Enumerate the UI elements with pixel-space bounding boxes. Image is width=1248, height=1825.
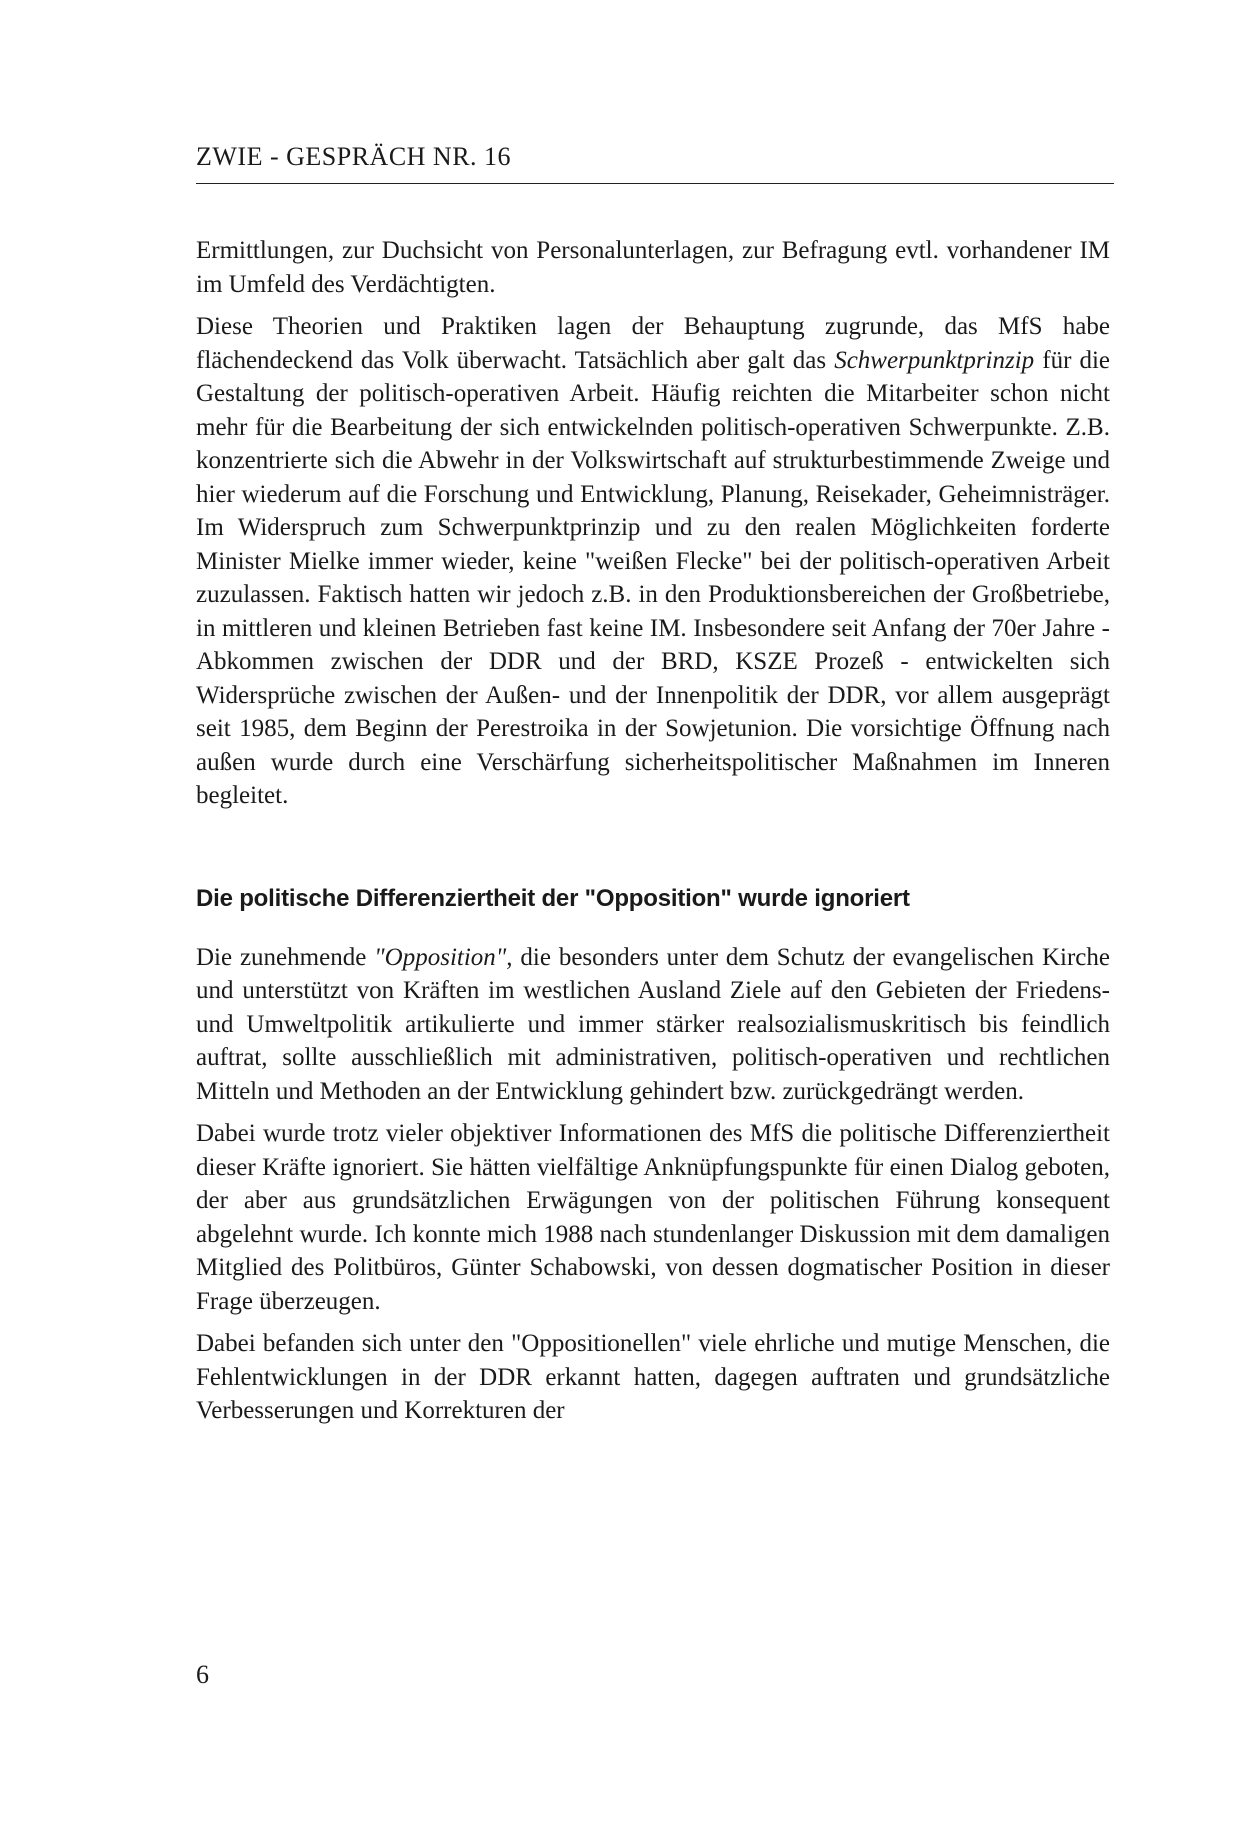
paragraph [196,234,1110,301]
paragraph-text: Dabei befanden sich unter den "Oppositionellen" viele ehrliche und mutige Menschen, die Fehlentwicklungen in der DDR erkannt hatten, dagegen auftraten und grundsätzliche Verbesserungen und Korrekturen der [196,1330,1110,1424]
page-number: 6 [196,1660,209,1689]
emphasized-term: "Opposition", [374,943,513,971]
paragraph [196,310,1110,813]
paragraph [196,941,1110,1109]
paragraph-text: Diese Theorien und Praktiken lagen der Behauptung zugrunde, das MfS habe flächendeckend das Volk überwacht. Tatsächlich aber galt das [196,313,1110,374]
emphasized-term: Schwerpunktprinzip [834,346,1035,374]
paragraph [196,1117,1110,1318]
paragraph [196,1327,1110,1428]
section-heading: Die politische Differenziertheit der "Opposition" wurde ignoriert [196,884,910,912]
running-header: ZWIE - GESPRÄCH NR. 16 [196,142,512,171]
paragraph-text: Ermittlungen, zur Duchsicht von Personalunterlagen, zur Befragung evtl. vorhandener IM im Umfeld des Verdächtigten. [196,237,1110,298]
paragraph-text: Die zunehmende [196,943,375,971]
page-body [196,234,1110,1428]
header-rule [196,183,1114,184]
paragraph-text: für die Gestaltung der politisch-operativen Arbeit. Häufig reichten die Mitarbeiter schon nicht mehr für die Bearbeitung der sich entwickelnden politisch-operativen Schwerpunkte. Z.B. konzentrierte sich die Abwehr in der Volkswirtschaft auf strukturbestimmende Zweige und hier wiederum auf die Forschung und Entwicklung, Planung, Reisekader, Geheimnisträger. Im Widerspruch zum Schwerpunktprinzip und zu den realen Möglichkeiten forderte Minister Mielke immer wieder, keine "weißen Flecke" bei der politisch-operativen Arbeit zuzulassen. Faktisch hatten wir jedoch z.B. in den Produktionsbereichen der Großbetriebe, in mittleren und kleinen Betrieben fast keine IM. Insbesondere seit Anfang der 70er Jahre - Abkommen zwischen der DDR und der BRD, KSZE Prozeß - entwickelten sich Widersprüche zwischen der Außen- und der Innenpolitik der DDR, vor allem ausgeprägt seit 1985, dem Beginn der Perestroika in der Sowjetunion. Die vorsichtige Öffnung nach außen wurde durch eine Verschärfung sicherheitspolitischer Maßnahmen im Inneren begleitet. [196,346,1110,809]
paragraph-text: Dabei wurde trotz vieler objektiver Informationen des MfS die politische Differenziertheit dieser Kräfte ignoriert. Sie hätten vielfältige Anknüpfungspunkte für einen Dialog geboten, der aber aus grundsätzlichen Erwägungen von der politischen Führung konsequent abgelehnt wurde. Ich konnte mich 1988 nach stundenlanger Diskussion mit dem damaligen Mitglied des Politbüros, Günter Schabowski, von dessen dogmatischer Position in dieser Frage überzeugen. [196,1120,1110,1315]
paragraph-text: die besonders unter dem Schutz der evangelischen Kirche und unterstützt von Kräften im westlichen Ausland Ziele auf den Gebieten der Friedens- und Umweltpolitik artikulierte und immer stärker realsozialismuskritisch bis feindlich auftrat, sollte ausschließlich mit administrativen, politisch-operativen und rechtlichen Mitteln und Methoden an der Entwicklung gehindert bzw. zurückgedrängt werden. [196,943,1110,1105]
